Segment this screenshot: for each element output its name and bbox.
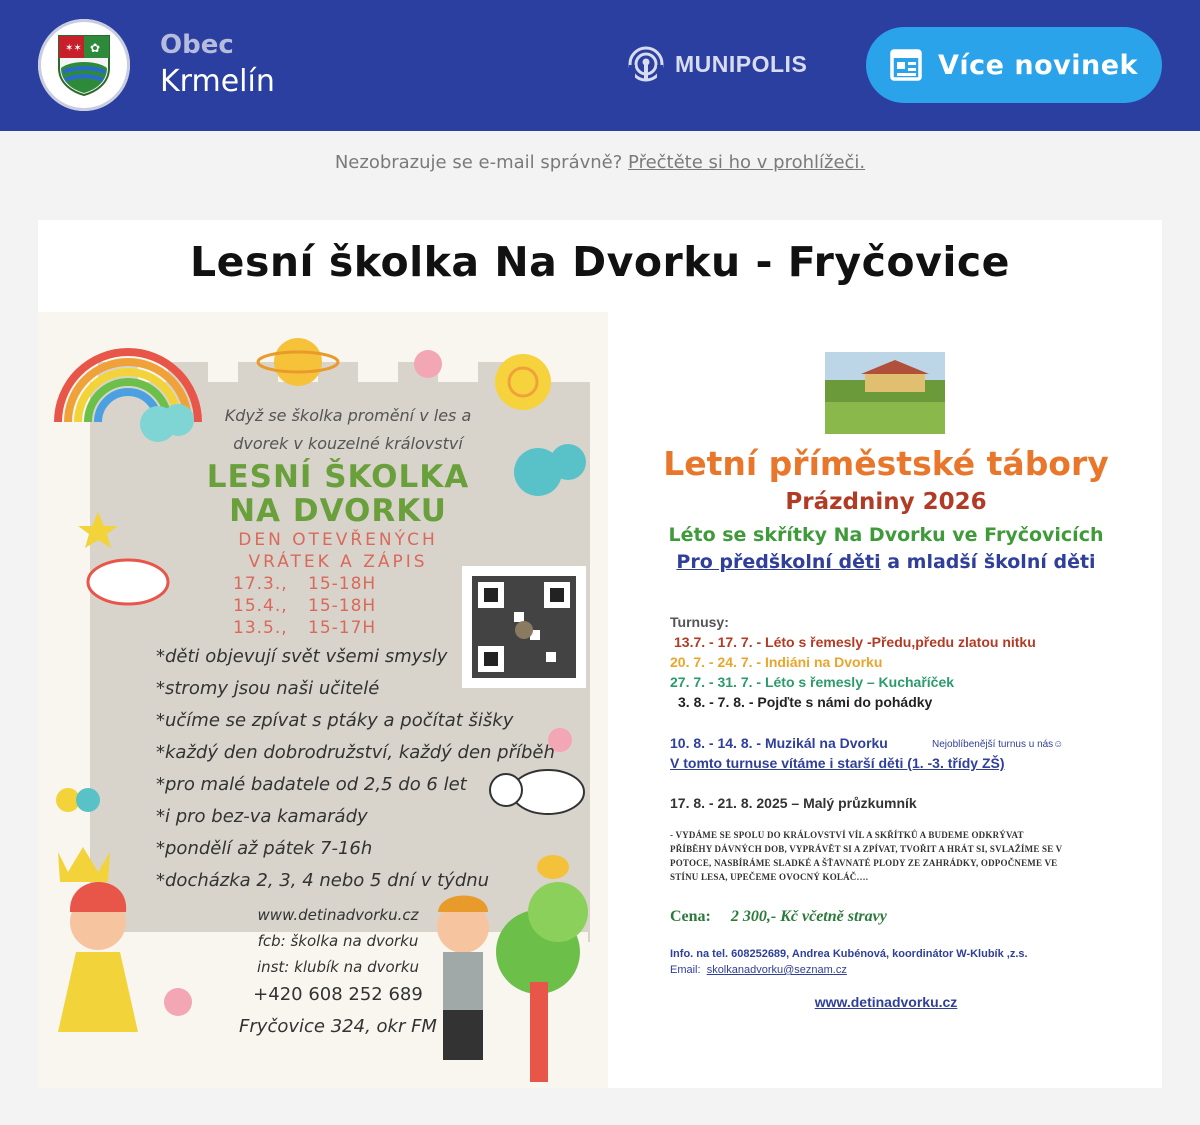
poster-phone: +420 608 252 689 (253, 984, 423, 1005)
poster-date: 17.3., (233, 574, 288, 594)
description-line: POTOCE, NASBÍRÁME SLADKÉ A ŠŤAVNATÉ PLODY ZE ZAHRÁDKY, ODPOČNEME VE (670, 858, 1058, 868)
newspaper-icon (890, 49, 922, 81)
poster-bullet: *stromy jsou naši učitelé (156, 678, 380, 699)
poster-time: 15-18H (308, 574, 377, 594)
poster-bullet: *děti objevují svět všemi smysly (156, 646, 448, 667)
flyer-title: Letní příměstské tábory (663, 444, 1109, 483)
description-line: PŘÍBĚHY DÁVNÝCH DOB, VYPRÁVĚT SI A ZPÍVAT, TVOŘIT A HRÁT SI, SVLAŽÍME SE V (670, 844, 1063, 854)
explorer-turnus: 17. 8. - 21. 8. 2025 – Malý průzkumník (670, 795, 917, 811)
price (670, 908, 887, 926)
turnus-item: 27. 7. - 31. 7. - Léto s řemesly – Kuchaříček (670, 674, 955, 690)
header-bar (0, 0, 1200, 131)
musical-older-kids-link[interactable]: V tomto turnuse vítáme i starší děti (1. -3. třídy ZŠ) (670, 755, 1005, 771)
flyer-tagline: Léto se skřítky Na Dvorku ve Fryčovicích (668, 524, 1104, 546)
svg-text:✶✶: ✶✶ (65, 43, 82, 54)
browser-view-notice (0, 152, 1200, 173)
poster-intro-line-2: dvorek v kouzelné království (233, 434, 463, 453)
poster-bullet: *každý den dobrodružství, každý den příběh (156, 742, 555, 763)
turnus-item: 13.7. - 17. 7. - Léto s řemesly -Předu,předu zlatou nitku (674, 634, 1036, 650)
poster-intro-line-1: Když se školka promění v les a (224, 406, 472, 425)
poster-time: 15-18H (308, 596, 377, 616)
munipolis-brand[interactable] (627, 45, 807, 83)
poster-facebook: fcb: školka na dvorku (257, 932, 419, 950)
flyer-audience (610, 551, 1162, 573)
poster-title-line-2: NA DVORKU (229, 493, 447, 529)
poster-title-line-1: LESNÍ ŠKOLKA (206, 459, 470, 495)
flyer-subtitle: Prázdniny 2026 (785, 489, 987, 515)
price-value: 2 300,- Kč včetně stravy (730, 908, 887, 925)
article-title: Lesní školka Na Dvorku - Fryčovice (190, 238, 1010, 286)
brand-name: MUNIPOLIS (675, 50, 808, 77)
contact-info: Info. na tel. 608252689, Andrea Kubénová, koordinátor W-Klubík ,z.s. (670, 948, 1028, 960)
poster-open-line-1: DEN OTEVŘENÝCH (238, 530, 438, 550)
flyer-audience-rest: a mladší školní děti (880, 551, 1096, 573)
svg-text:✿: ✿ (90, 41, 101, 55)
poster-bullet: *pro malé badatele od 2,5 do 6 let (156, 774, 467, 795)
poster-bullet: *i pro bez-va kamarády (156, 806, 368, 827)
price-label: Cena: (670, 908, 711, 925)
kindergarten-poster-image[interactable] (38, 312, 608, 1088)
view-in-browser-link[interactable]: Přečtěte si ho v prohlížeči. (628, 152, 866, 173)
musical-turnus: 10. 8. - 14. 8. - Muzikál na Dvorku (670, 735, 888, 751)
landscape-painting-image (825, 352, 945, 434)
website-link[interactable]: www.detinadvorku.cz (814, 994, 958, 1010)
more-news-label: Více novinek (938, 49, 1138, 81)
org-name[interactable]: Krmelín (160, 64, 275, 99)
poster-address: Fryčovice 324, okr FM (239, 1016, 437, 1037)
turnusy-label: Turnusy: (670, 614, 729, 630)
summer-camp-flyer-image[interactable] (610, 312, 1162, 1084)
description-line: STÍNU LESA, UPEČEME OVOCNÝ KOLÁČ…. (670, 872, 869, 882)
email-label: Email: (670, 964, 701, 976)
turnus-item: 3. 8. - 7. 8. - Pojďte s námi do pohádky (678, 694, 933, 710)
poster-open-line-2: VRÁTEK A ZÁPIS (248, 552, 428, 572)
org-prefix: Obec (160, 30, 234, 60)
poster-date: 13.5., (233, 618, 288, 638)
email-link[interactable]: skolkanadvorku@seznam.cz (706, 964, 847, 976)
flyer-audience-underlined: Pro předškolní děti (676, 551, 881, 573)
contact-email (670, 964, 847, 976)
turnus-item: 20. 7. - 24. 7. - Indiáni na Dvorku (670, 654, 883, 670)
poster-bullet: *docházka 2, 3, 4 nebo 5 dní v týdnu (156, 870, 490, 891)
poster-instagram: inst: klubík na dvorku (256, 958, 420, 976)
poster-web: www.detinadvorku.cz (257, 906, 419, 924)
more-news-button[interactable] (866, 27, 1162, 103)
description-line: - VYDÁME SE SPOLU DO KRÁLOVSTVÍ VÍL A SKŘÍTKŮ A BUDEME ODKRÝVAT (670, 830, 1024, 840)
poster-bullet: *učíme se zpívat s ptáky a počítat šišky (156, 710, 514, 731)
poster-date: 15.4., (233, 596, 288, 616)
notice-text: Nezobrazuje se e-mail správně? (334, 152, 623, 173)
broadcast-icon (627, 45, 665, 83)
coat-of-arms-icon (57, 34, 111, 96)
musical-note: Nejoblíbenější turnus u nás☺ (932, 739, 1064, 750)
poster-time: 15-17H (308, 618, 377, 638)
poster-bullet: *pondělí až pátek 7-16h (156, 838, 373, 859)
